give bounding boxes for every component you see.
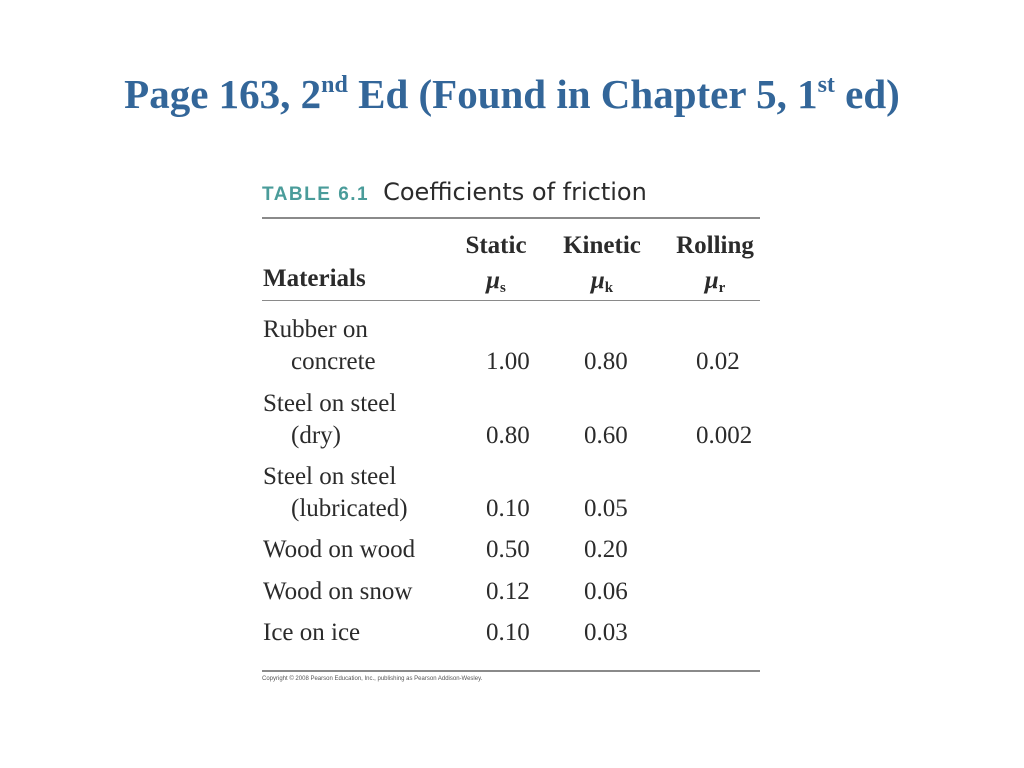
title-superscript-nd: nd xyxy=(321,72,348,98)
row-5-static: 0.12 xyxy=(486,578,530,605)
row-2-rolling: 0.002 xyxy=(696,422,753,449)
table-top-rule xyxy=(262,217,760,219)
table-caption-title: Coefficients of friction xyxy=(383,178,647,206)
row-5-kinetic: 0.06 xyxy=(584,578,628,605)
row-4-kinetic: 0.20 xyxy=(584,536,628,563)
header-rolling: Rolling xyxy=(676,232,754,259)
header-kinetic: Kinetic xyxy=(563,232,641,259)
row-1-material-line2: concrete xyxy=(291,348,376,375)
table-label: TABLE 6.1 xyxy=(262,184,370,205)
row-3-material-line1: Steel on steel xyxy=(263,463,397,490)
row-6-material: Ice on ice xyxy=(263,619,361,646)
table-bottom-rule xyxy=(262,670,760,672)
row-3-material-line2: (lubricated) xyxy=(291,495,408,522)
row-5-material: Wood on snow xyxy=(263,578,413,605)
header-materials: Materials xyxy=(263,265,366,292)
row-3-static: 0.10 xyxy=(486,495,530,522)
row-4-static: 0.50 xyxy=(486,536,530,563)
header-static-symbol: $\mu_s$ xyxy=(486,267,506,296)
row-1-material-line1: Rubber on xyxy=(263,316,368,343)
header-kinetic-symbol: $\mu_k$ xyxy=(590,267,614,296)
row-2-material-line2: (dry) xyxy=(291,422,341,449)
row-1-rolling: 0.02 xyxy=(696,348,740,375)
row-4-material: Wood on wood xyxy=(263,536,416,563)
title-superscript-st: st xyxy=(817,72,835,98)
row-6-kinetic: 0.03 xyxy=(584,619,628,646)
copyright-notice: Copyright © 2008 Pearson Education, Inc., publishing as Pearson Addison-Wesley. xyxy=(262,676,483,682)
row-6-static: 0.10 xyxy=(486,619,530,646)
row-2-kinetic: 0.60 xyxy=(584,422,628,449)
row-1-static: 1.00 xyxy=(486,348,530,375)
header-static: Static xyxy=(465,232,527,259)
title-prefix: Page 163, 2 xyxy=(124,71,322,117)
slide-title xyxy=(0,70,1024,118)
title-middle: Ed (Found in Chapter 5, 1 xyxy=(347,71,818,117)
table-header-rule xyxy=(262,300,760,301)
row-2-static: 0.80 xyxy=(486,422,530,449)
row-1-kinetic: 0.80 xyxy=(584,348,628,375)
header-rolling-symbol: $\mu_r$ xyxy=(704,267,726,296)
table-caption xyxy=(262,178,647,206)
row-2-material-line1: Steel on steel xyxy=(263,390,397,417)
title-suffix: ed) xyxy=(834,71,900,117)
row-3-kinetic: 0.05 xyxy=(584,495,628,522)
